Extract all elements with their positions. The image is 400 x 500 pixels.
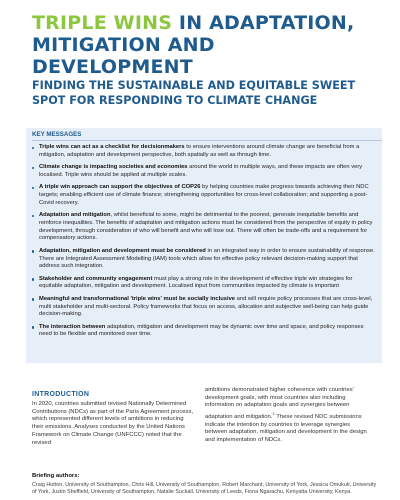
key-messages-box (26, 128, 382, 363)
key-message-bold: Adaptation, mitigation and development must be considered (39, 247, 206, 254)
key-message-item (32, 324, 376, 340)
key-message-bold: A triple win approach can support the objectives of COP26 (39, 184, 201, 191)
key-message-item (32, 296, 376, 319)
key-message-item (32, 184, 376, 207)
key-message-text: around the world in multiple ways, and these impacts are often very localised. Triple wins should be applied at multiple scales. (39, 164, 363, 178)
key-message-bold: Adaptation and mitigation (39, 212, 111, 219)
bullet-icon (32, 147, 34, 149)
key-message-bold: The interaction between (39, 323, 106, 330)
briefing-authors-heading: Briefing authors: (32, 473, 80, 479)
bullet-icon (32, 167, 34, 169)
page-title (32, 12, 372, 78)
introduction-column-1: In 2020, countries submitted revised Nationally Determined Contributions (NDCs) as part of the Paris Agreement process, which represented different levels of ambitions in reducing their emissions. Analyses conducted by the United Nations Framework on Climate Change (UNFCCC) noted that the revised (32, 401, 194, 446)
title-rest: IN ADAPTATION, MITIGATION AND DEVELOPMENT (32, 12, 355, 78)
footnote-marker: 1 (272, 411, 275, 417)
key-message-item (32, 248, 376, 271)
key-messages-heading: KEY MESSAGES (32, 130, 382, 141)
introduction-heading: INTRODUCTION (32, 391, 90, 398)
key-message-text: adaptation, mitigation and development may be dynamic over time and space, and policy responses need to be flexible and monitored over time. (39, 323, 364, 338)
key-message-bold: Climate change is impacting societies and economies (39, 164, 188, 171)
introduction-column-2 (205, 387, 369, 445)
key-message-text: in an integrated way in order to ensure sustainability of response. There are Integrated Assessment Modelling (IAM) tools which allow for effective policy relevant decision-making support that address such integration. (39, 247, 375, 270)
bullet-icon (32, 326, 34, 328)
title-highlight: TRIPLE WINS (32, 12, 173, 34)
key-message-item (32, 144, 376, 160)
bullet-icon (32, 278, 34, 280)
key-message-text: must play a strong role in the development of effective triple win strategies for equitable adaptation, mitigation and development. Localised input from communities impacted by climate is important (39, 275, 353, 290)
page-subtitle: FINDING THE SUSTAINABLE AND EQUITABLE SWEET SPOT FOR RESPONDING TO CLIMATE CHANGE (32, 79, 356, 107)
bullet-icon (32, 215, 34, 217)
bullet-icon (32, 187, 34, 189)
key-messages-list (32, 144, 376, 344)
introduction-col2-rest: These revised NDC submissions indicate the intention by countries to leverage synergies between adaptation, mitigation and development in the design and implementation of NDCs. (205, 414, 367, 444)
key-message-item (32, 164, 376, 180)
key-message-text: and will require policy processes that are cross-level, multi stakeholder and multi-sectoral. Policy frameworks that focus on access, allocation and subjective well-being can help guide decision-making. (39, 295, 373, 318)
key-message-item (32, 276, 376, 292)
briefing-authors-list: Craig Hutton, University of Southampton, Chris Hill, University of Southampton, Robert Marchant, University of York, Jessica Omukuti, University of York, Justin Sheffield, University of Southampton, Natalie Suckall, University of Leeds, Fiona Ngarachu, Kenyatta University, Kenya. (32, 482, 377, 495)
key-message-item (32, 212, 376, 243)
key-message-text: to ensure interventions around climate change are beneficial from a mitigation, adaptation and development perspective, both spatially as well as through time. (39, 144, 360, 158)
key-message-text: , whilst beneficial to some, might be detrimental to the poorest, generate inequitable benefits and reinforce inequalities. The benefits of adaptation and mitigation actions must be considered from the perspective of equity in policy development, through consideration of who will benefit and who will lose out. There will often be trade-offs and a requirement for compensatory actions. (39, 212, 373, 242)
key-message-bold: Meaningful and transformational 'triple wins' must be socially inclusive (39, 295, 236, 302)
key-message-bold: Stakeholder and community engagement (39, 275, 153, 282)
introduction-col2-main: ambitions demonstrated higher coherence with countries' development goals, with most countries also including information on adaptation goals and synergies between adaptation and mitigation. (205, 387, 354, 421)
key-message-bold: Triple wins can act as a checklist for decisionmakers (39, 144, 185, 150)
bullet-icon (32, 250, 34, 252)
bullet-icon (32, 298, 34, 300)
key-message-text: by helping countries make progress towards achieving their NDC targets; enabling efficient use of climate finance; strengthening opportunities for cross-level collaboration; and supporting a post-Covid recovery. (39, 184, 369, 206)
